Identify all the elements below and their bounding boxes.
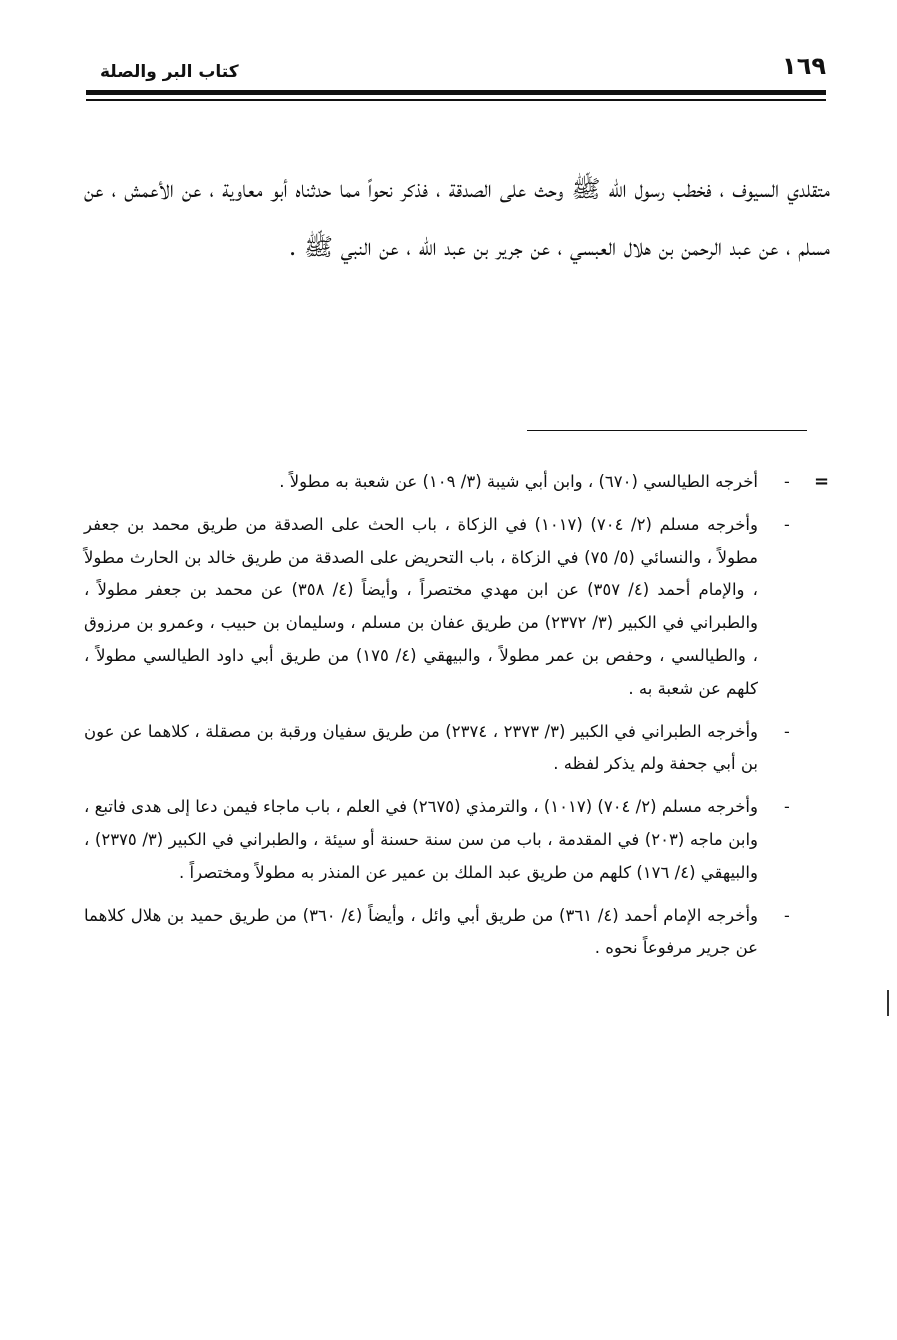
page-number: ١٦٩ xyxy=(782,52,826,80)
footnote-item xyxy=(84,716,790,782)
footnote-dash: - xyxy=(784,905,790,925)
continuation-marker: = xyxy=(814,471,830,492)
footnotes xyxy=(84,466,830,975)
footnote-text: وأخرجه الإمام أحمد (٤/ ٣٦١) من طريق أبي وائل ، وأيضاً (٤/ ٣٦٠) من طريق حميد بن هلال كلاهما عن جرير مرفوعاً نحوه . xyxy=(84,905,758,958)
footnote-dash: - xyxy=(784,514,790,534)
header-rule-thin xyxy=(86,99,826,101)
scan-edge-mark xyxy=(887,990,889,1016)
footnote-separator xyxy=(527,430,807,431)
main-text xyxy=(84,160,830,276)
main-paragraph: متقلدي السيوف ، فخطب رسول الله ﷺ وحث على الصدقة ، فذكر نحواً مما حدثناه أبو معاوية ، عن الأعمش ، عن مسلم ، عن عبد الرحمن بن هلال العبسي ، عن جرير بن عبد الله ، عن النبي ﷺ . xyxy=(84,175,830,261)
header-rule-thick xyxy=(86,90,826,95)
footnote-text: أخرجه الطيالسي (٦٧٠) ، وابن أبي شيبة (٣/ ١٠٩) عن شعبة به مطولاً . xyxy=(279,472,758,491)
footnote-text: وأخرجه الطبراني في الكبير (٣/ ٢٣٧٣ ، ٢٣٧٤) من طريق سفيان ورقبة بن مصقلة ، كلاهما عن عون بن أبي جحفة ولم يذكر لفظه . xyxy=(84,721,758,774)
book-title: كتاب البر والصلة xyxy=(100,62,239,82)
footnote-item xyxy=(84,791,790,889)
footnote-text: وأخرجه مسلم (٢/ ٧٠٤) (١٠١٧) في الزكاة ، باب الحث على الصدقة من طريق محمد بن جعفر مطولاً ، والنسائي (٥/ ٧٥) في الزكاة ، باب التحريض على الصدقة من طريق خالد بن الحارث مطولاً ، والإمام أحمد (٤/ ٣٥٧) عن ابن مهدي مختصراً ، وأيضاً (٤/ ٣٥٨) عن محمد بن جعفر مطولاً ، والطبراني في الكبير (٣/ ٢٣٧٢) من طريق عفان بن مسلم ، وسليمان بن حبيب ، وعمرو بن مرزوق ، والطيالسي ، وحفص بن عمر مطولاً ، والبيهقي (٤/ ١٧٥) من طريق أبي داود الطيالسي مطولاً ، كلهم عن شعبة به . xyxy=(84,514,759,698)
footnote-item xyxy=(84,466,830,499)
footnote-dash: - xyxy=(784,721,790,741)
footnote-item xyxy=(84,509,790,706)
footnote-text: وأخرجه مسلم (٢/ ٧٠٤) (١٠١٧) ، والترمذي (٢٦٧٥) في العلم ، باب ماجاء فيمن دعا إلى هدى فاتبع ، وابن ماجه (٢٠٣) في المقدمة ، باب من سن سنة حسنة أو سيئة ، والطبراني في الكبير (٣/ ٢٣٧٥) ، والبيهقي (٤/ ١٧٦) كلهم من طريق عبد الملك بن عمير عن المنذر به مطولاً ومختصراً . xyxy=(84,797,758,882)
footnote-dash: - xyxy=(784,797,790,817)
footnote-dash: - xyxy=(784,472,790,491)
footnote-item xyxy=(84,900,790,966)
running-head xyxy=(86,50,826,86)
